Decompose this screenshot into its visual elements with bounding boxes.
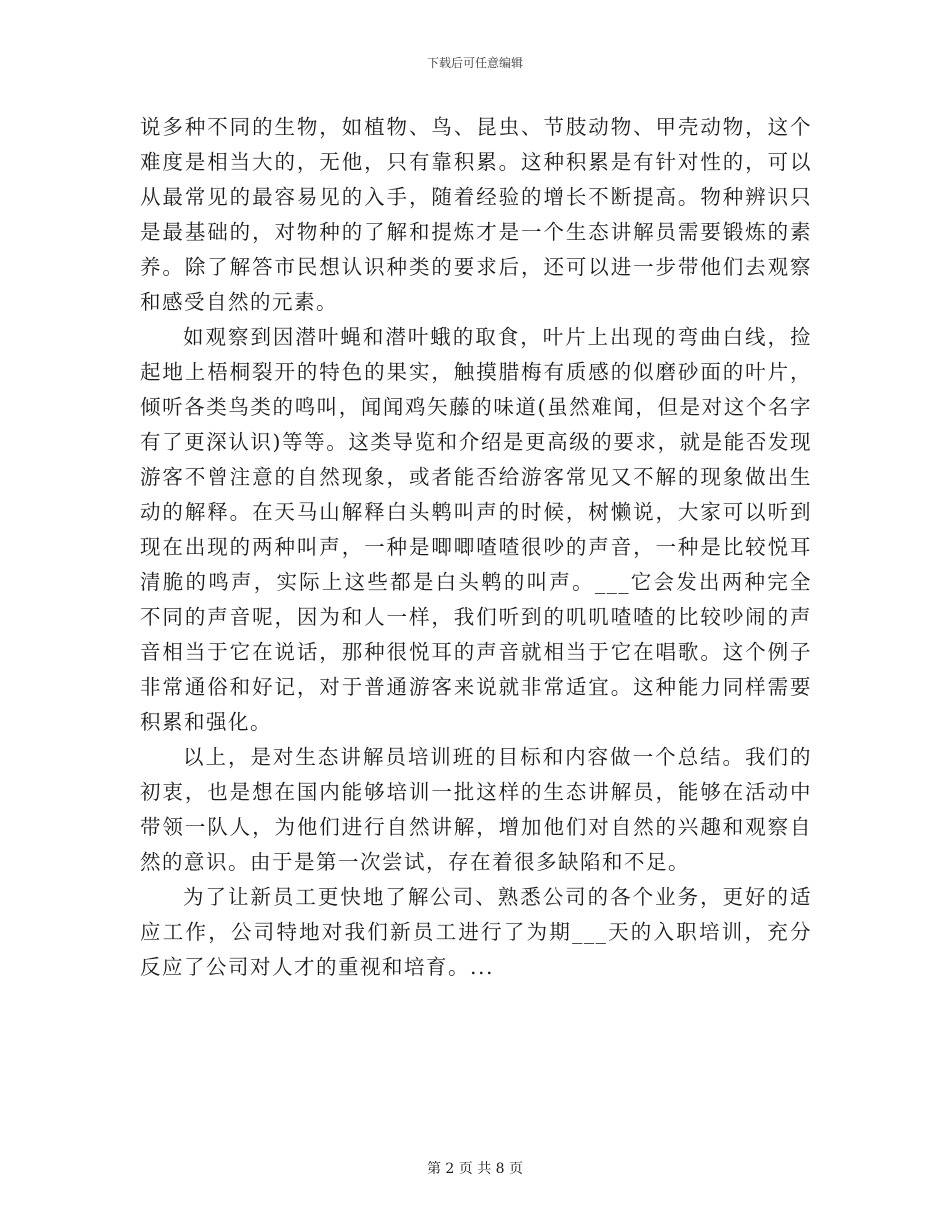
paragraph-4: 为了让新员工更快地了解公司、熟悉公司的各个业务，更好的适应工作，公司特地对我们新员工进行了为期___天的入职培训，充分反应了公司对人才的重视和培育。... <box>140 885 812 979</box>
paragraph-1: 说多种不同的生物，如植物、鸟、昆虫、节肢动物、甲壳动物，这个难度是相当大的，无他，只有靠积累。这种积累是有针对性的，可以从最常见的最容易见的入手，随着经验的增长不断提高。物种辨识只是最基础的，对物种的了解和提炼才是一个生态讲解员需要锻炼的素养。除了解答市民想认识种类的要求后，还可以进一步带他们去观察和感受自然的元素。 <box>140 115 812 314</box>
page-header-note: 下载后可任意编辑 <box>426 56 523 70</box>
document-body <box>140 110 812 985</box>
paragraph-2: 如观察到因潜叶蝇和潜叶蛾的取食，叶片上出现的弯曲白线，捡起地上梧桐裂开的特色的果实，触摸腊梅有质感的似磨砂面的叶片，倾听各类鸟类的鸣叫，闻闻鸡矢藤的味道(虽然难闻，但是对这个名字有了更深认识)等等。这类导览和介绍是更高级的要求，就是能否发现游客不曾注意的自然现象，或者能否给游客常见又不解的现象做出生动的解释。在天马山解释白头鹎叫声的时候，树懒说，大家可以听到现在出现的两种叫声，一种是唧唧喳喳很吵的声音，一种是比较悦耳清脆的鸣声，实际上这些都是白头鹎的叫声。___它会发出两种完全不同的声音呢，因为和人一样，我们听到的叽叽喳喳的比较吵闹的声音相当于它在说话，那种很悦耳的声音就相当于它在唱歌。这个例子非常通俗和好记，对于普通游客来说就非常适宜。这种能力同样需要积累和强化。 <box>140 325 812 734</box>
paragraph-3: 以上，是对生态讲解员培训班的目标和内容做一个总结。我们的初衷，也是想在国内能够培训一批这样的生态讲解员，能够在活动中带领一队人，为他们进行自然讲解，增加他们对自然的兴趣和观察自然的意识。由于是第一次尝试，存在着很多缺陷和不足。 <box>140 745 812 874</box>
page-number: 第 2 页 共 8 页 <box>426 1161 524 1177</box>
